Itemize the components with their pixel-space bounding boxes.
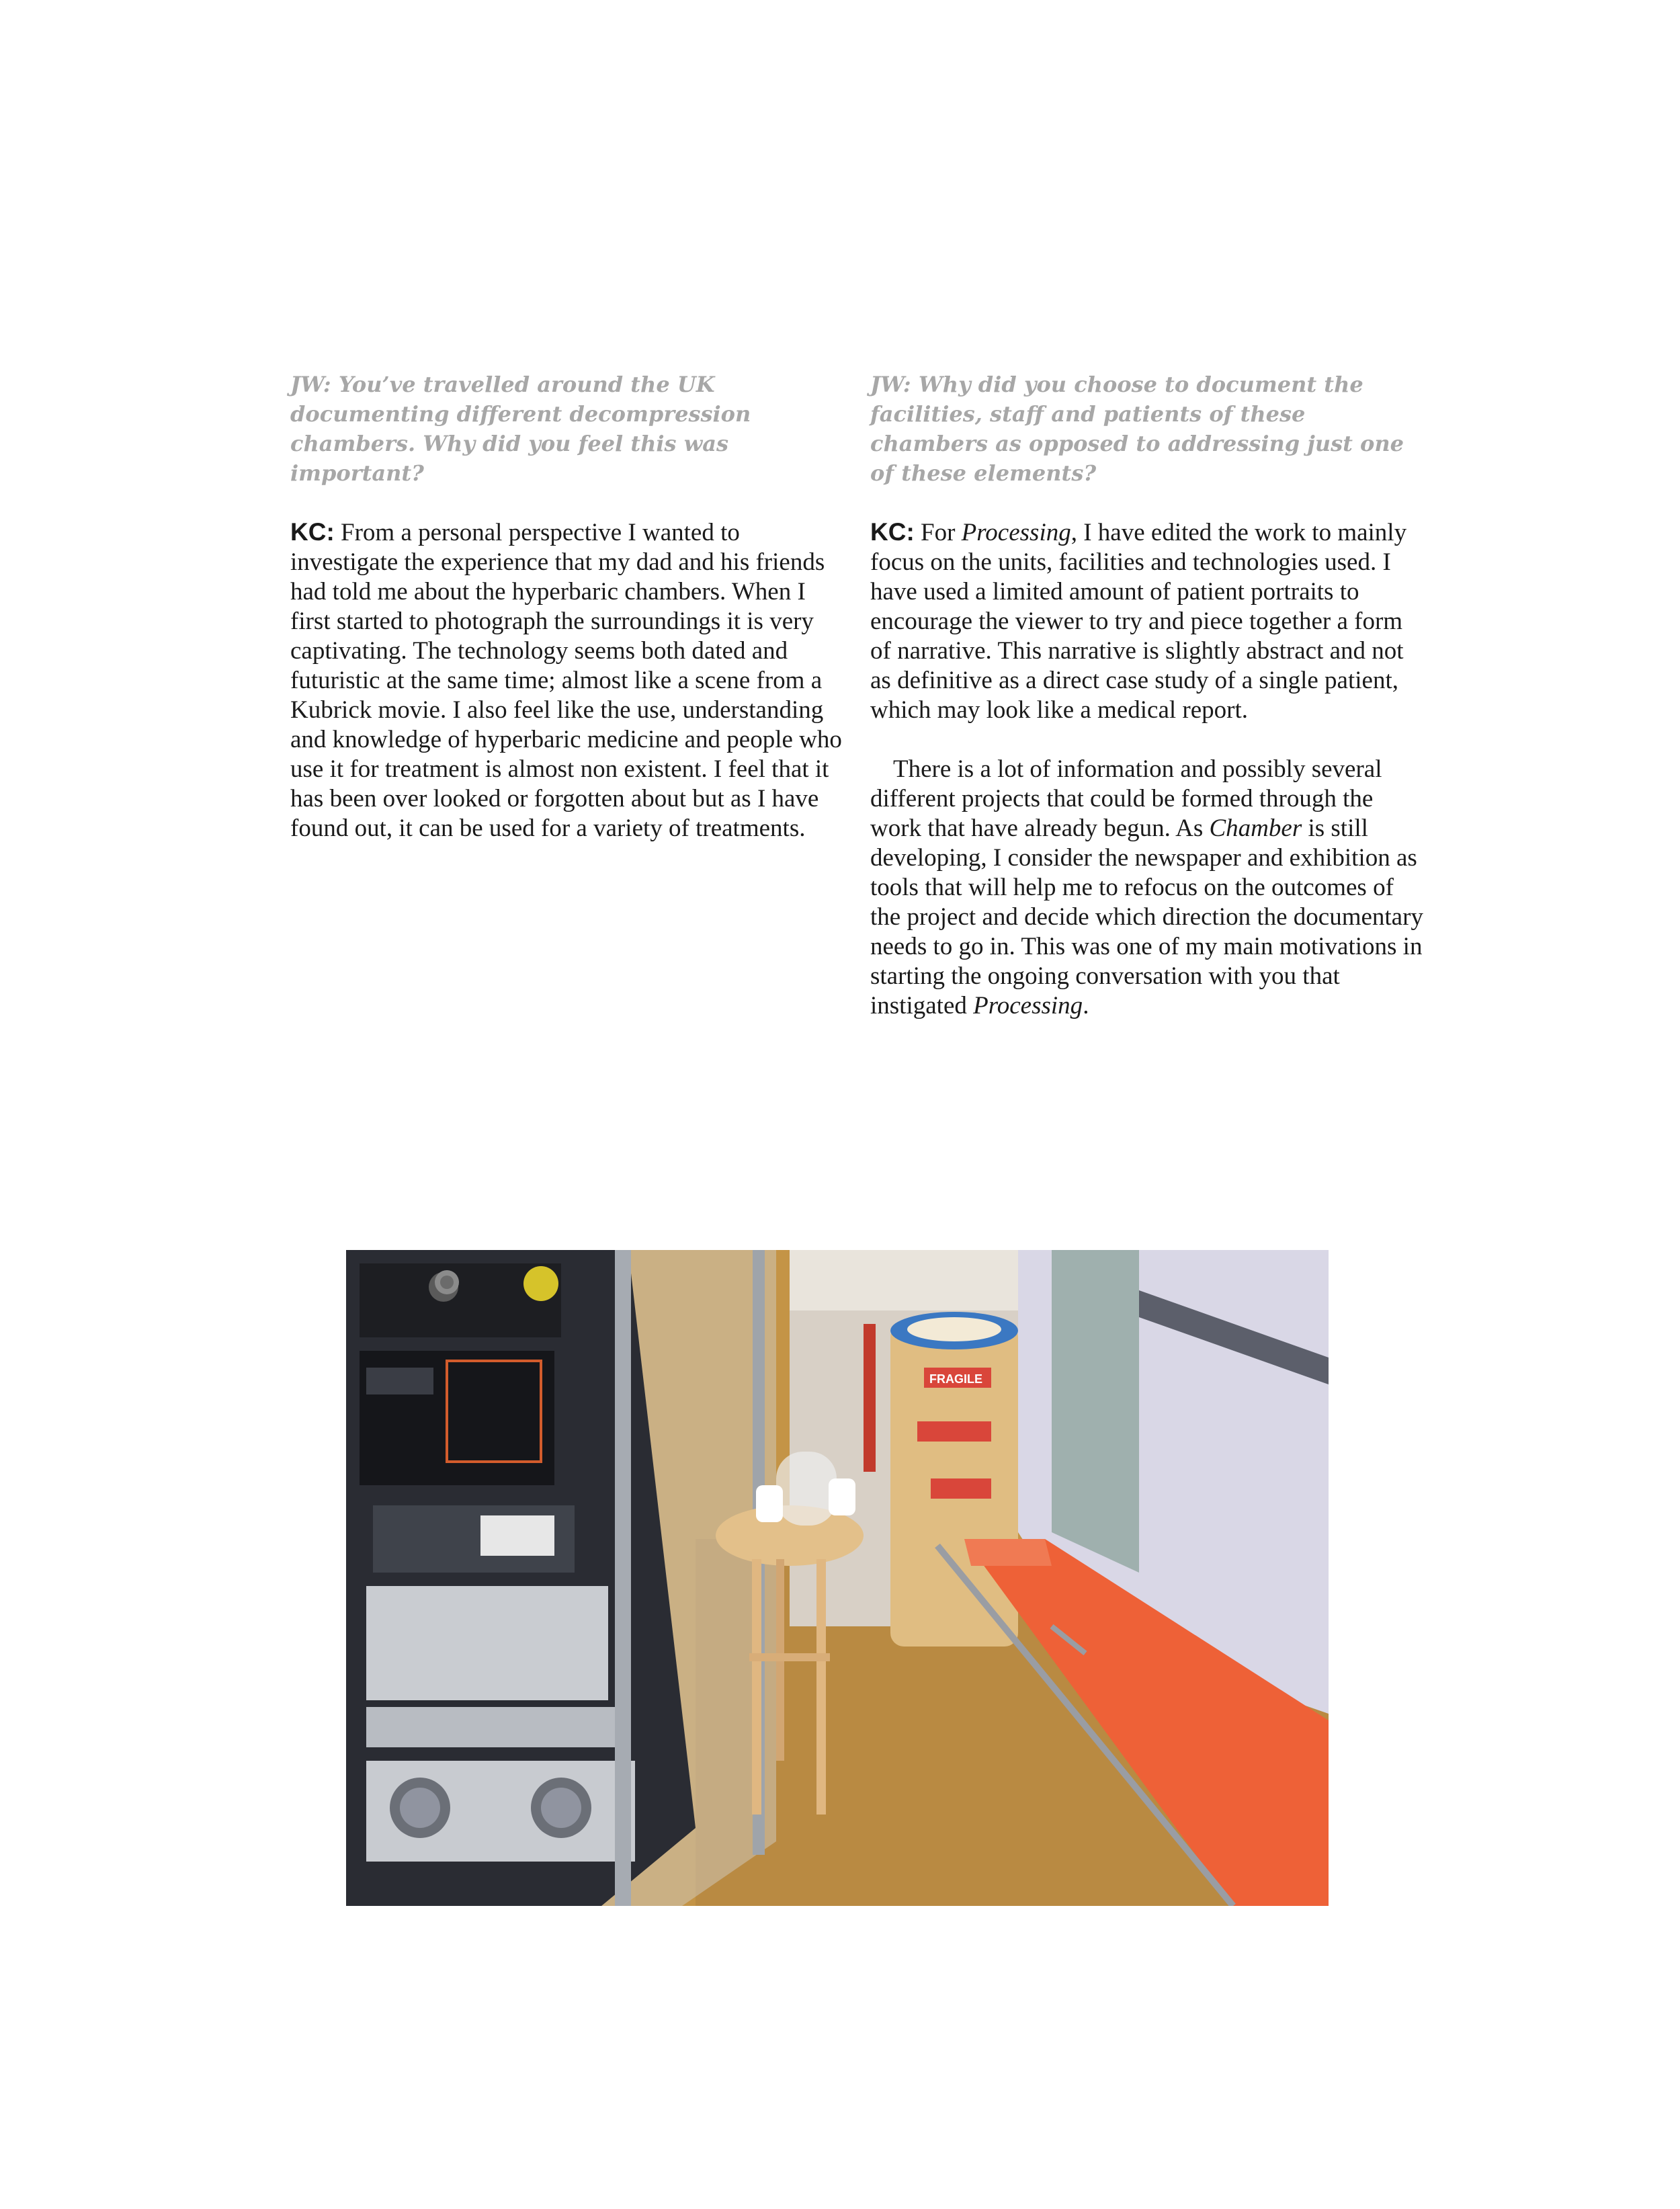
project-title: Processing <box>973 992 1083 1019</box>
answer-right-1 <box>870 517 1428 725</box>
speaker-label: KC: <box>870 518 915 546</box>
photo-illustration <box>346 1250 1329 1906</box>
answer-text: There is a lot of information and possibly several different projects that could be formed through the work that have already begun. As <box>870 755 1382 842</box>
drum-label: FRAGILE <box>929 1372 982 1386</box>
project-title: Chamber <box>1209 815 1302 842</box>
question-right: JW: Why did you choose to document the facilities, staff and patients of these chambers as opposed to addressing just one of these elements? <box>870 372 1404 486</box>
answer-text: . <box>1083 992 1089 1019</box>
answer-right-2 <box>870 755 1428 1021</box>
answer-text: , I have edited the work to mainly focus on the units, facilities and technologies used. I have used a limited amount of patient portraits to encourage the viewer to try and piece together a form of narrative. This narrative is slightly abstract and not as definitive as a direct case study of a single patient, which may look like a medical report. <box>870 519 1407 724</box>
question-left: JW: You’ve travelled around the UK documenting different decompression chambers. Why did you feel this was important? <box>290 372 751 486</box>
answer-text: For <box>914 519 962 546</box>
speaker-label: KC: <box>290 518 335 546</box>
answer-text: is still developing, I consider the newspaper and exhibition as tools that will help me to refocus on the outcomes of the project and decide which direction the documentary needs to go in. This was one of my main motivations in starting the ongoing conversation with you that instigated <box>870 815 1423 1019</box>
left-column <box>290 370 848 843</box>
project-title: Processing <box>961 519 1071 546</box>
right-column <box>870 370 1428 1021</box>
answer-text: From a personal perspective I wanted to investigate the experience that my dad and his friends had told me about the hyperbaric chambers. When I first started to photograph the surroundings it is very captivating. The technology seems both dated and futuristic at the same time; almost like a scene from a Kubrick movie. I also feel like the use, understanding and knowledge of hyperbaric medicine and people who use it for treatment is almost non existent. I feel that it has been over looked or forgotten about but as I have found out, it can be used for a variety of treatments. <box>290 519 842 842</box>
chamber-photograph <box>346 1250 1329 1906</box>
answer-left <box>290 517 848 843</box>
